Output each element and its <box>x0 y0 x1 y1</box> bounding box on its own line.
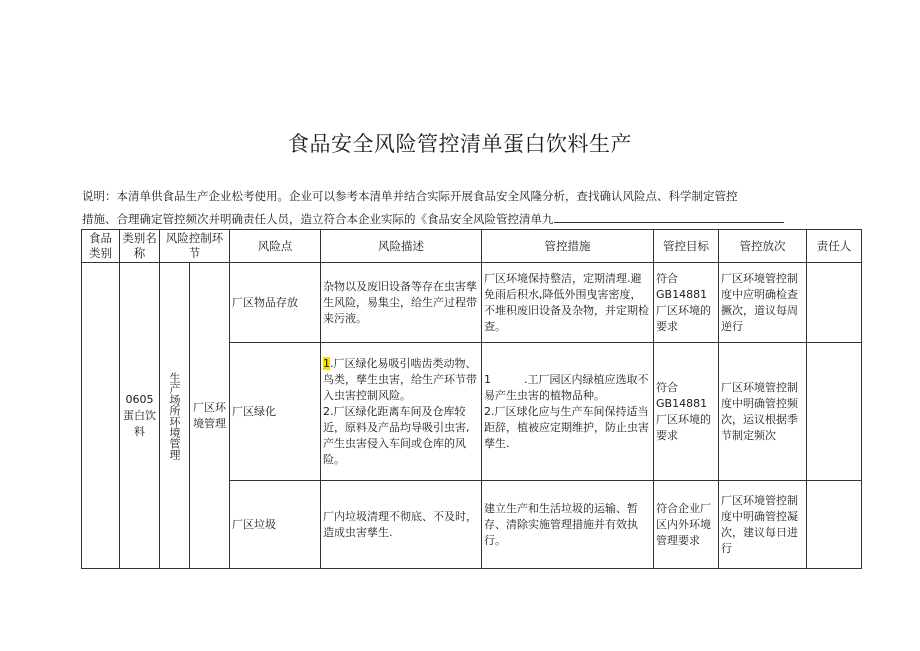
header-point: 风险点 <box>230 230 321 263</box>
header-freq: 管控放次 <box>719 230 807 263</box>
note-line-2-text: 措施、合理确定管控频次并明确责任人员，造立符合本企业实际的《食品安全风险管控清单九 <box>82 212 554 226</box>
point-cell: 厂区垃圾 <box>230 481 321 569</box>
note-underline <box>554 211 784 223</box>
desc-cell: 厂内垃圾清理不彻底、不及时，造成虫害孳生. <box>321 481 482 569</box>
owner-cell <box>807 263 862 343</box>
note-line-1: 说明：本清单供食品生产企业松考使用。企业可以参考本清单并结合实际开展食品安全风隆分析，查找确认风险点、科学制定管控 <box>82 189 738 203</box>
header-owner: 责任人 <box>807 230 862 263</box>
desc-cell: 杂物以及废旧设备等存在虫害孳生风险，易集尘，给生产过程带来污液。 <box>321 263 482 343</box>
target-cell: 符合GB14881厂区环境的要求 <box>654 343 719 481</box>
risk-control-table <box>81 229 862 569</box>
measure-cell: 1 .工厂园区内绿植应选取不易产生虫害的植物品种。 2.厂区球化应与生产车间保持适当距辞，植被应定期维护，防止虫害孳生. <box>482 343 654 481</box>
header-desc: 风险描述 <box>321 230 482 263</box>
freq-cell: 厂区环境管控制度中明确管控频次，运议根据季节制定频次 <box>719 343 807 481</box>
owner-cell <box>807 343 862 481</box>
page-title: 食品安全风险管控清单蛋白饮料生产 <box>288 132 632 156</box>
desc-text: .厂区绿化易吸引啮齿类动物、鸟类，孳生虫害，给生产环节带入虫害控制风险。 2.厂区绿化距离车间及仓库较近，原料及产品均导吸引虫害,产生虫害侵入车间或仓库的风险。 <box>323 356 477 466</box>
freq-cell: 厂区环境管控制度中明确管控凝次，建议每日进行 <box>719 481 807 569</box>
header-link: 风险控制环节 <box>160 230 230 263</box>
header-target: 管控目标 <box>654 230 719 263</box>
measure-cell: 厂区环境保持整洁，定期清理.避免雨后积水,降低外围曳害密度，不堆积废旧设备及杂物，并定期检查。 <box>482 263 654 343</box>
desc-cell <box>321 343 482 481</box>
header-subcategory: 类别名称 <box>120 230 160 263</box>
header-measure: 管控措施 <box>482 230 654 263</box>
header-category: 食品类别 <box>82 230 120 263</box>
sublink-cell: 厂区环境管理 <box>190 263 230 569</box>
freq-cell: 厂区环境管控制度中应明确检查撅次，道议每周逆行 <box>719 263 807 343</box>
point-cell: 厂区物品存放 <box>230 263 321 343</box>
header-row <box>82 230 862 263</box>
point-cell: 厂区绿化 <box>230 343 321 481</box>
note-line-2 <box>82 211 822 227</box>
table-row <box>82 263 862 343</box>
category-cell <box>82 263 120 569</box>
target-cell: 符合企业厂区内外环境管理要求 <box>654 481 719 569</box>
owner-cell <box>807 481 862 569</box>
measure-cell: 建立生产和生活垃圾的运输、暂存、清除实施管理措施并有效执行。 <box>482 481 654 569</box>
highlight-mark: 1 <box>323 356 330 370</box>
subcategory-cell: 0605蛋白饮料 <box>120 263 160 569</box>
link-label: 生产场所环境管理 <box>168 371 181 460</box>
link-cell <box>160 263 190 569</box>
target-cell: 符合GB14881厂区环境的要求 <box>654 263 719 343</box>
